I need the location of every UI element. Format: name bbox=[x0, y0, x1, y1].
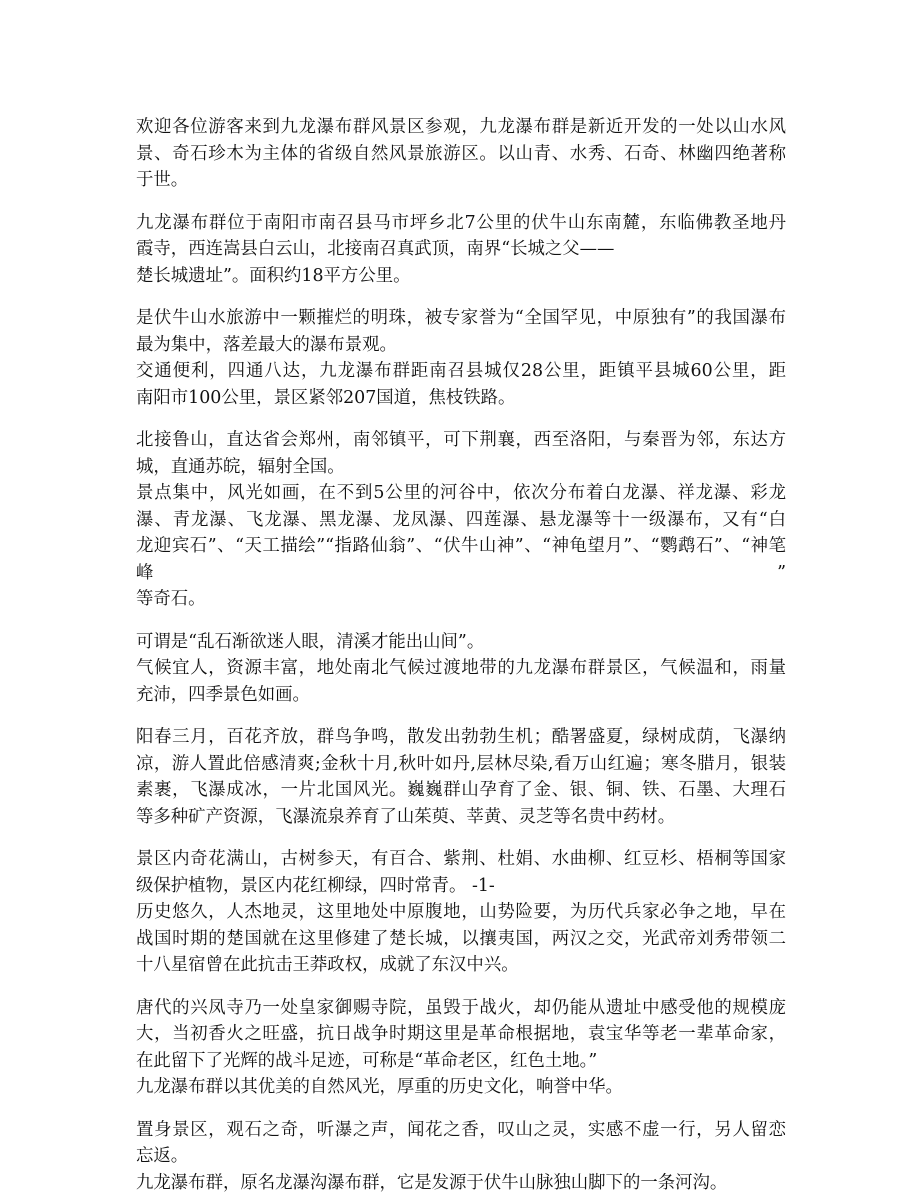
text-line: 最为集中，落差最大的瀑布景观。 bbox=[136, 332, 786, 359]
paragraph-gap bbox=[136, 830, 786, 846]
paragraph-gap bbox=[136, 411, 786, 427]
text-line: 龙迎宾石”、“天工描绘”“指路仙翁”、“伏牛山神”、“神龟望月”、“鹦鹉石”、“神笔峰” bbox=[136, 533, 786, 586]
text-line: 霞寺，西连嵩县白云山，北接南召真武顶，南界“长城之父—— bbox=[136, 236, 786, 263]
text-line: 景、奇石珍木为主体的省级自然风景旅游区。以山青、水秀、石奇、林幽四绝著称 bbox=[136, 141, 786, 168]
text-line: 城，直通苏皖，辐射全国。 bbox=[136, 454, 786, 481]
text-line: 瀑、青龙瀑、飞龙瀑、黑龙瀑、龙凤瀑、四莲瀑、悬龙瀑等十一级瀑布，又有“白 bbox=[136, 507, 786, 534]
text-line: 等多种矿产资源，飞瀑流泉养育了山茱萸、莘黄、灵芝等名贵中药材。 bbox=[136, 804, 786, 831]
text-line: 景点集中，风光如画，在不到5公里的河谷中，依次分布着白龙瀑、祥龙瀑、彩龙 bbox=[136, 480, 786, 507]
text-line: 欢迎各位游客来到九龙瀑布群风景区参观，九龙瀑布群是新近开发的一处以山水风 bbox=[136, 114, 786, 141]
text-line: 等奇石。 bbox=[136, 586, 786, 613]
paragraph-gap bbox=[136, 613, 786, 629]
paragraph-gap bbox=[136, 194, 786, 210]
text-line: 可谓是“乱石渐欲迷人眼，清溪才能出山间”。 bbox=[136, 629, 786, 656]
text-line: 是伏牛山水旅游中一颗摧烂的明珠，被专家誉为“全国罕见，中原独有”的我国瀑布 bbox=[136, 305, 786, 332]
text-line: 九龙瀑布群位于南阳市南召县马市坪乡北7公里的伏牛山东南麓，东临佛教圣地丹 bbox=[136, 210, 786, 237]
text-line: 置身景区，观石之奇，听瀑之声，闻花之香，叹山之灵，实感不虚一行，另人留恋 bbox=[136, 1117, 786, 1144]
paragraph-gap bbox=[136, 708, 786, 724]
text-line: 北接鲁山，直达省会郑州，南邻镇平，可下荆襄，西至洛阳，与秦晋为邻，东达方 bbox=[136, 427, 786, 454]
text-line: 战国时期的楚国就在这里修建了楚长城，以攘夷国，两汉之交，光武帝刘秀带领二 bbox=[136, 926, 786, 953]
text-line: 楚长城遗址”。面积约18平方公里。 bbox=[136, 263, 786, 290]
text-line: 阳春三月，百花齐放，群鸟争鸣，散发出勃勃生机；酷署盛夏，绿树成荫，飞瀑纳 bbox=[136, 724, 786, 751]
text-line: 气候宜人，资源丰富，地处南北气候过渡地带的九龙瀑布群景区，气候温和，雨量 bbox=[136, 655, 786, 682]
text-line: 于世。 bbox=[136, 167, 786, 194]
paragraph-gap bbox=[136, 289, 786, 305]
text-line: 历史悠久，人杰地灵，这里地处中原腹地，山势险要，为历代兵家必争之地，早在 bbox=[136, 899, 786, 926]
text-line: 充沛，四季景色如画。 bbox=[136, 682, 786, 709]
text-line: 景区内奇花满山，古树参天，有百合、紫荆、杜娟、水曲柳、红豆杉、梧桐等国家 bbox=[136, 846, 786, 873]
document-body bbox=[136, 114, 786, 1196]
paragraph-gap bbox=[136, 979, 786, 995]
text-line: 九龙瀑布群以其优美的自然风光，厚重的历史文化，响誉中华。 bbox=[136, 1074, 786, 1101]
text-line: 素裹，飞瀑成冰，一片北国风光。巍巍群山孕育了金、银、铜、铁、石墨、大理石 bbox=[136, 777, 786, 804]
text-line: 九龙瀑布群，原名龙瀑沟瀑布群，它是发源于伏牛山脉独山脚下的一条河沟。 bbox=[136, 1170, 786, 1196]
text-line: 唐代的兴凤寺乃一处皇家御赐寺院，虽毁于战火，却仍能从遗址中感受他的规模庞 bbox=[136, 995, 786, 1022]
text-line: 忘返。 bbox=[136, 1143, 786, 1170]
paragraph-gap bbox=[136, 1101, 786, 1117]
text-line: 级保护植物，景区内花红柳绿，四时常青。 -1- bbox=[136, 873, 786, 900]
text-line: 凉，游人置此倍感清爽;金秋十月,秋叶如丹,层林尽染,看万山红遍；寒冬腊月，银装 bbox=[136, 751, 786, 778]
text-line: 十八星宿曾在此抗击王莽政权，成就了东汉中兴。 bbox=[136, 952, 786, 979]
text-line: 在此留下了光辉的战斗足迹，可称是“革命老区，红色土地。” bbox=[136, 1048, 786, 1075]
text-line: 大，当初香火之旺盛，抗日战争时期这里是革命根据地，袁宝华等老一辈革命家， bbox=[136, 1021, 786, 1048]
text-line: 交通便利，四通八达，九龙瀑布群距南召县城仅28公里，距镇平县城60公里，距 bbox=[136, 358, 786, 385]
text-line: 南阳市100公里，景区紧邻207国道，焦枝铁路。 bbox=[136, 385, 786, 412]
